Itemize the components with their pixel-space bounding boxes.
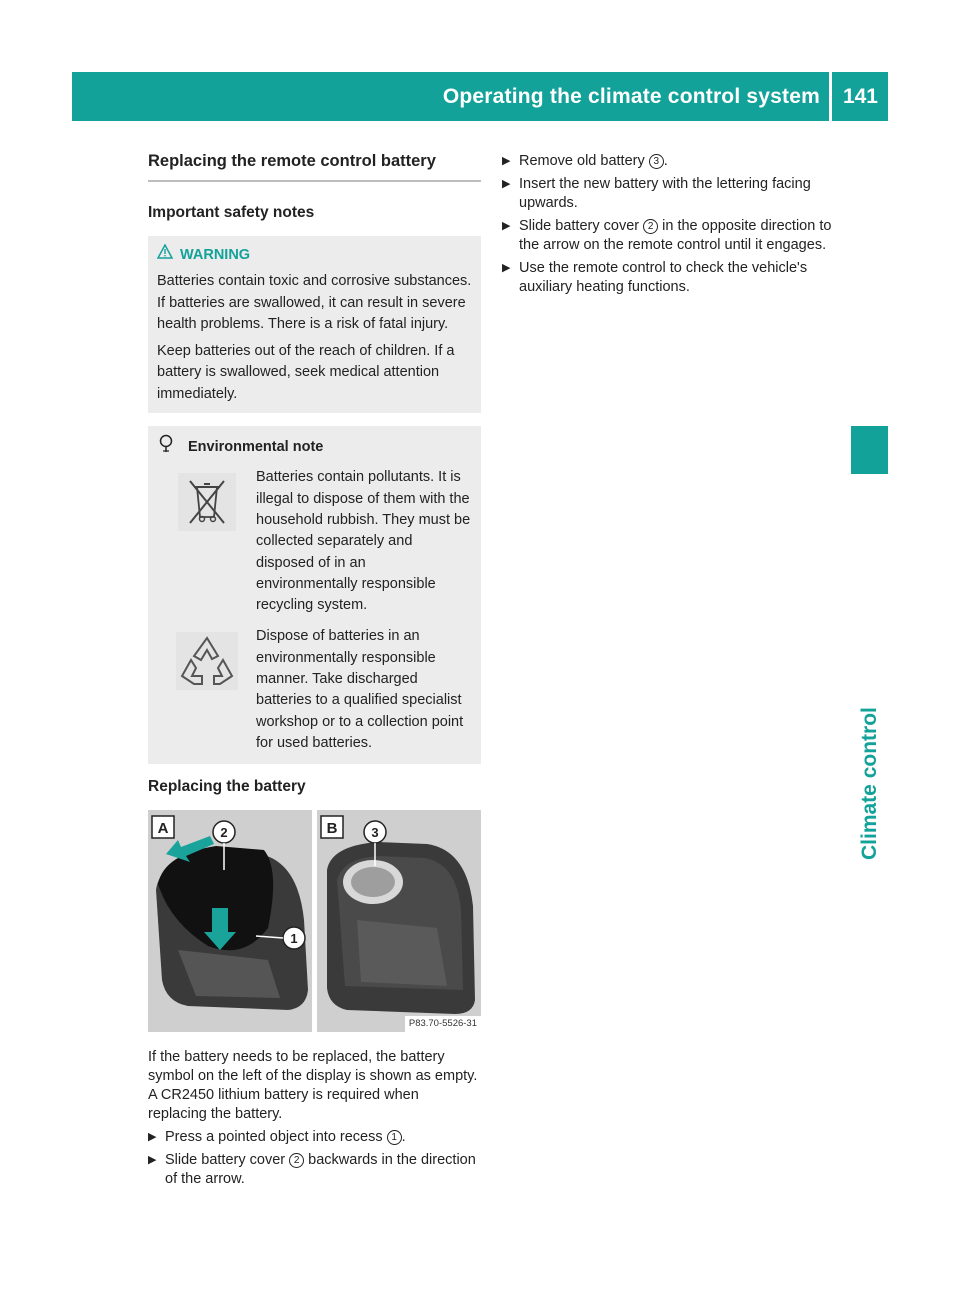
arrow-right-icon: ▶ bbox=[502, 262, 511, 274]
right-column bbox=[502, 152, 840, 297]
environmental-note-box bbox=[148, 426, 481, 764]
environmental-note-title: Environmental note bbox=[188, 439, 324, 456]
instruction-step bbox=[502, 175, 840, 213]
figure-code: P83.70-5526-31 bbox=[408, 1018, 477, 1030]
battery-figure bbox=[148, 810, 481, 1032]
instruction-step bbox=[148, 1128, 481, 1147]
arrow-right-icon: ▶ bbox=[502, 155, 511, 167]
replacing-heading: Replacing the battery bbox=[148, 778, 306, 796]
callout-2: 2 bbox=[220, 825, 228, 841]
warning-box bbox=[148, 236, 481, 413]
step-text: Use the remote control to check the vehicle's auxiliary heating functions. bbox=[519, 260, 808, 295]
step-text: backwards in the direction of the arrow. bbox=[165, 1152, 476, 1188]
env-row-disposal bbox=[158, 467, 471, 616]
warning-text-2: Keep batteries out of the reach of children. If a battery is swallowed, seek medical attention immediately. bbox=[157, 343, 455, 402]
chapter-label-text: Climate control bbox=[858, 707, 881, 860]
env-text-disposal: Batteries contain pollutants. It is illegal to dispose of them with the household rubbish. They must be collected separately and disposed of in an environmentally responsible recycling system. bbox=[256, 469, 471, 614]
left-column bbox=[148, 152, 481, 1189]
crossed-bin-icon bbox=[158, 467, 256, 616]
callout-number: 2 bbox=[643, 219, 658, 234]
callout-3: 3 bbox=[371, 825, 379, 841]
warning-header bbox=[157, 244, 473, 266]
figure-panel-a bbox=[148, 810, 312, 1032]
warning-text-1: Batteries contain toxic and corrosive substances. If batteries are swallowed, it can result in severe health problems. There is a risk of fatal injury. bbox=[157, 273, 472, 332]
environmental-note-header bbox=[158, 434, 471, 461]
chapter-label bbox=[851, 660, 888, 860]
step-text: in the opposite direction to the arrow on the remote control until it engages. bbox=[519, 218, 832, 253]
section-title: Replacing the remote control battery bbox=[148, 152, 436, 170]
step-text: Insert the new battery with the lettering facing upwards. bbox=[519, 176, 811, 211]
env-text-recycle: Dispose of batteries in an environmentally responsible manner. Take discharged batteries to a qualified specialist workshop or to a collection point for used batteries. bbox=[256, 628, 464, 751]
step-text: Press a pointed object into recess bbox=[165, 1129, 387, 1146]
instruction-step bbox=[502, 152, 840, 171]
instruction-step bbox=[502, 217, 840, 255]
instruction-step bbox=[148, 1151, 481, 1189]
callout-number: 2 bbox=[289, 1153, 304, 1168]
safety-heading: Important safety notes bbox=[148, 204, 315, 221]
header-separator bbox=[829, 72, 832, 121]
warning-triangle-icon bbox=[157, 244, 173, 266]
step-text: . bbox=[401, 1129, 406, 1146]
header-title: Operating the climate control system bbox=[442, 85, 820, 108]
page-header bbox=[72, 72, 888, 121]
callout-1: 1 bbox=[290, 931, 298, 947]
chapter-tab bbox=[851, 426, 888, 474]
recycle-icon bbox=[158, 626, 256, 754]
panel-b-label: B bbox=[326, 820, 338, 838]
step-text: Slide battery cover bbox=[165, 1152, 290, 1169]
page-number: 141 bbox=[842, 85, 878, 108]
arrow-right-icon: ▶ bbox=[502, 178, 511, 190]
section-divider bbox=[148, 180, 481, 182]
instruction-step bbox=[502, 259, 840, 297]
arrow-right-icon: ▶ bbox=[502, 220, 511, 232]
arrow-right-icon: ▶ bbox=[148, 1131, 157, 1144]
warning-label: WARNING bbox=[180, 246, 251, 263]
env-row-recycle bbox=[158, 626, 471, 754]
intro-paragraph: If the battery needs to be replaced, the battery symbol on the left of the display is shown as empty. A CR2450 lithium battery is required when replacing the battery. bbox=[148, 1049, 478, 1123]
callout-number: 3 bbox=[649, 154, 664, 169]
step-text: Slide battery cover bbox=[519, 218, 644, 234]
bulb-icon bbox=[158, 434, 174, 461]
figure-panel-b bbox=[317, 810, 481, 1032]
callout-number: 1 bbox=[387, 1130, 402, 1145]
panel-a-label: A bbox=[157, 820, 169, 838]
arrow-right-icon: ▶ bbox=[148, 1154, 157, 1167]
step-text: . bbox=[663, 153, 668, 169]
step-text: Remove old battery bbox=[519, 153, 649, 169]
